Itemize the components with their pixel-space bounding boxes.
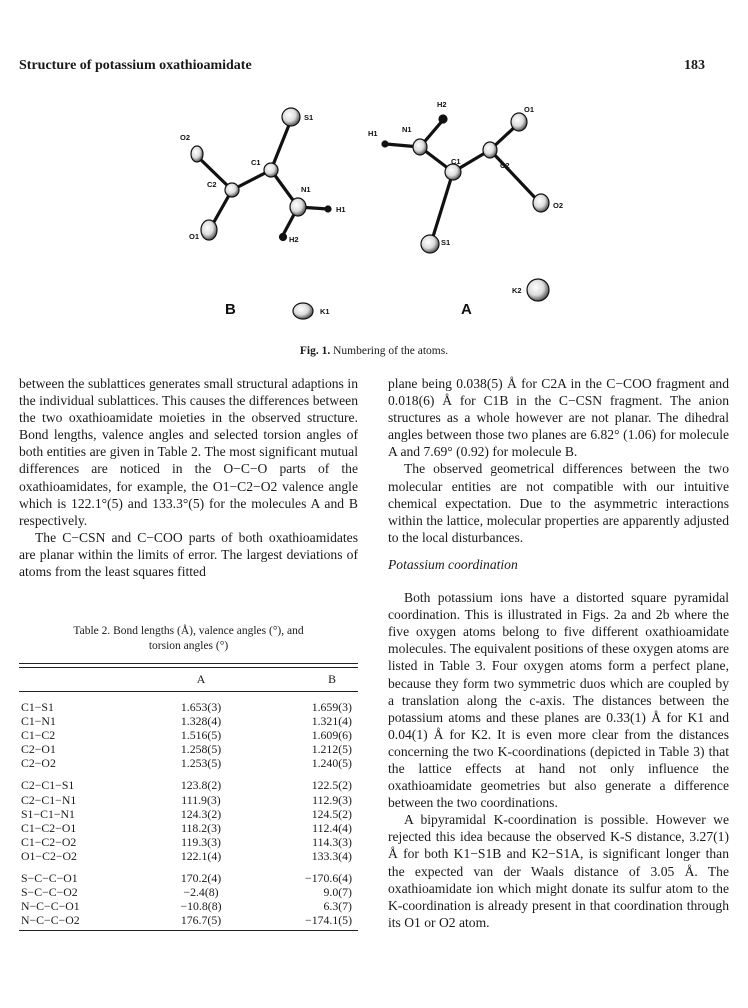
- table-cell-value-b: 114.3(3): [312, 834, 352, 849]
- label-c2-a: C2: [500, 161, 510, 170]
- table-row: [19, 885, 358, 899]
- table-cell-parameter: C2−O2: [21, 756, 56, 771]
- label-o2-b: O2: [180, 133, 191, 142]
- molecule-b-bonds: [197, 120, 328, 235]
- table-row: [19, 835, 358, 849]
- table-cell-value-a: 170.2(4): [180, 871, 222, 886]
- table-cell-value-b: −170.6(4): [305, 871, 352, 886]
- table-row: [19, 821, 358, 835]
- table-cell-value-b: 122.5(2): [311, 778, 352, 793]
- table-row: [19, 899, 358, 913]
- atom-o1-a: [511, 113, 527, 131]
- label-s1-b: S1: [304, 113, 314, 122]
- table-cell-parameter: N−C−C−O2: [19, 913, 141, 931]
- table-caption-line-2: torsion angles (°): [148, 640, 229, 652]
- page-number: 183: [684, 58, 705, 73]
- label-c2-b: C2: [207, 180, 217, 189]
- table-cell-parameter: S−C−C−O1: [21, 871, 78, 886]
- label-h2-b: H2: [289, 235, 299, 244]
- table-header-b: B: [261, 668, 358, 692]
- right-paragraph-1: plane being 0.038(5) Å for C2A in the C−COO fragment and 0.018(6) Å for C1B in the C−CSN fragment. The anion structures as a whole however are not planar. The dihedral angles between those two planes are 6.82° (1.06) for molecule A and 7.69° (0.92) for molecule B.: [388, 376, 729, 460]
- atom-o2-b: [191, 146, 203, 162]
- table-row: [19, 728, 358, 742]
- left-paragraph-1: between the sublattices generates small structural adaptions in the individual sublattices. This causes the differences between the two oxathioamidate moieties in the observed structure. Bond lengths, valence angles and selected torsion angles of both entities are given in Table 2. The most significant mutual differences are noticed in the O−C−O parts of the oxathioamidates, for example, the O1−C2−O2 valence angle which is 122.1°(5) and 133.3°(5) for the molecules A and B respectively.: [19, 376, 358, 528]
- label-c1-b: C1: [251, 158, 261, 167]
- table-cell-value-a: −2.4(8): [183, 885, 219, 900]
- table-cell-parameter: C1−C2: [21, 728, 56, 743]
- table-row: [19, 807, 358, 821]
- table-cell-parameter: O1−C2−O2: [21, 848, 77, 863]
- table-cell-parameter: C1−C2−O2: [21, 834, 77, 849]
- section-heading-potassium: Potassium coordination: [388, 556, 518, 572]
- table-row: [19, 770, 358, 792]
- table-cell-value-a: 111.9(3): [181, 792, 221, 807]
- table-cell-value-b: 124.5(2): [311, 806, 352, 821]
- left-paragraph-2: The C−CSN and C−COO parts of both oxathioamidates are planar within the limits of error. The largest deviations of atoms from the least squares fitted: [19, 529, 358, 580]
- molecule-a-bonds: [386, 120, 540, 240]
- table-cell-value-a: 176.7(5): [141, 913, 261, 931]
- label-o1-b: O1: [189, 232, 200, 241]
- atom-s1-b: [282, 108, 300, 126]
- table-row: [19, 849, 358, 863]
- table-row: [19, 714, 358, 728]
- molecule-b-atoms: [191, 108, 331, 319]
- table-caption-prefix: Table 2.: [73, 625, 111, 637]
- table-header-row: [19, 668, 358, 692]
- figure-caption-text: Numbering of the atoms.: [333, 345, 449, 357]
- table-cell-value-a: 124.3(2): [180, 806, 222, 821]
- table-cell-value-b: 6.3(7): [323, 899, 352, 914]
- table-cell-value-b: 1.609(6): [311, 728, 352, 743]
- label-k2: K2: [512, 286, 522, 295]
- atom-h2-a: [439, 115, 447, 123]
- table-cell-value-b: 1.321(4): [311, 714, 352, 729]
- label-o1-a: O1: [524, 105, 535, 114]
- table-header-a: A: [141, 668, 261, 692]
- table-row: [19, 742, 358, 756]
- table-cell-value-a: 122.1(4): [180, 848, 222, 863]
- molecule-a-atoms: [382, 113, 549, 301]
- table-cell-value-b: −174.1(5): [261, 913, 358, 931]
- table-cell-parameter: S1−C1−N1: [21, 806, 75, 821]
- atom-h1-b: [325, 206, 331, 212]
- atom-n1-b: [290, 198, 306, 216]
- atom-c1-a: [445, 164, 461, 180]
- right-paragraph-2: The observed geometrical differences between the two molecular entities are not compatible with our intuitive chemical expectation. Due to the asymmetric interactions within the lattice, molecular properties are apparently adjusted to the local disturbances.: [388, 461, 729, 545]
- table-cell-parameter: C1−C2−O1: [21, 820, 77, 835]
- table-cell-parameter: C2−C1−S1: [21, 778, 75, 793]
- table-cell-parameter: C2−C1−N1: [21, 792, 77, 807]
- left-column: [19, 375, 358, 580]
- table-body: [19, 692, 358, 931]
- table-row: [19, 913, 358, 931]
- label-h1-b: H1: [336, 205, 346, 214]
- atom-k1: [293, 303, 313, 319]
- table-cell-value-b: 9.0(7): [323, 885, 352, 900]
- label-h2-a: H2: [437, 100, 447, 109]
- atom-h1-a: [382, 141, 388, 147]
- atom-c2-b: [225, 183, 239, 197]
- table-cell-value-a: 1.328(4): [180, 714, 222, 729]
- table-row: [19, 756, 358, 770]
- table-cell-value-b: 112.9(3): [312, 792, 352, 807]
- table-cell-value-a: 1.653(3): [180, 700, 222, 714]
- molecule-a-label: A: [461, 301, 472, 318]
- atom-k2: [527, 279, 549, 301]
- atom-c1-b: [264, 163, 278, 177]
- right-column: [388, 375, 729, 931]
- table-caption: [19, 624, 358, 654]
- table-row: [19, 863, 358, 885]
- bond-table: [19, 663, 358, 931]
- label-o2-a: O2: [553, 201, 564, 210]
- atom-c2-a: [483, 142, 497, 158]
- table-cell-value-a: −10.8(8): [180, 899, 222, 914]
- table-caption-text-1: Bond lengths (Å), valence angles (°), and: [113, 625, 304, 637]
- table-row: [19, 793, 358, 807]
- table-cell-parameter: C2−O1: [21, 742, 56, 757]
- table-cell-value-a: 1.253(5): [180, 756, 222, 771]
- figure-atom-numbering: [0, 92, 748, 342]
- table-cell-value-b: 133.3(4): [311, 848, 352, 863]
- table-cell-value-b: 1.240(5): [311, 756, 352, 771]
- running-header-title: Structure of potassium oxathioamidate: [19, 58, 252, 73]
- label-k1: K1: [320, 307, 330, 316]
- right-paragraph-3: Both potassium ions have a distorted square pyramidal coordination. This is illustrated in Figs. 2a and 2b where the five oxygen atoms belong to five different oxathioamidate molecules. The equivalent positions of these oxygen atoms are listed in Table 3. Four oxygen atoms form a perfect plane, because they form two symmetric duos which are coupled by a translation along the c-axis. The distances between the potassium atoms and these planes are 0.33(1) Å for K1 and 0.04(1) Å for K2. It is even more clear from the distances concerning the two K-coordinations (depicted in Table 3) that the lattice effects at hand not only influence the oxathioamidate geometries but also generate a difference between the two coordinations.: [388, 590, 729, 811]
- atom-n1-a: [413, 139, 427, 155]
- table-cell-value-b: 112.4(4): [312, 820, 352, 835]
- label-s1-a: S1: [441, 238, 451, 247]
- table-cell-value-a: 1.258(5): [180, 742, 222, 757]
- atom-o1-b: [201, 220, 217, 240]
- table-cell-value-b: 1.659(3): [311, 700, 352, 714]
- atom-s1-a: [421, 235, 439, 253]
- table-cell-parameter: C1−N1: [21, 714, 56, 729]
- molecule-b-label: B: [225, 301, 236, 318]
- table-cell-value-a: 118.2(3): [181, 820, 221, 835]
- label-n1-a: N1: [402, 125, 412, 134]
- table-cell-parameter: S−C−C−O2: [21, 885, 78, 900]
- atom-h2-b: [280, 234, 287, 241]
- figure-caption-prefix: Fig. 1.: [299, 345, 331, 357]
- table-cell-value-a: 1.516(5): [180, 728, 222, 743]
- table-caption-line-1: [19, 624, 358, 639]
- table-cell-value-a: 119.3(3): [181, 834, 221, 849]
- right-paragraph-4: A bipyramidal K-coordination is possible. However we rejected this idea because the observed K-S distance, 3.27(1) Å for both K1−S1B and K2−S1A, is significant longer than the expected van der Waals distance of 3.05 Å. The oxathioamidate ion which might donate its sulfur atom to the K-coordination is already present in that coordination through its O1 or O2 atom.: [388, 812, 729, 930]
- table-cell-parameter: C1−S1: [21, 700, 54, 714]
- label-h1-a: H1: [368, 129, 378, 138]
- table-cell-parameter: N−C−C−O1: [21, 899, 80, 914]
- label-c1-a: C1: [451, 157, 461, 166]
- table-row: [19, 692, 358, 715]
- atom-o2-a: [533, 194, 549, 212]
- figure-caption: [0, 345, 748, 357]
- label-n1-b: N1: [301, 185, 311, 194]
- table-cell-value-b: 1.212(5): [311, 742, 352, 757]
- table-cell-value-a: 123.8(2): [180, 778, 222, 793]
